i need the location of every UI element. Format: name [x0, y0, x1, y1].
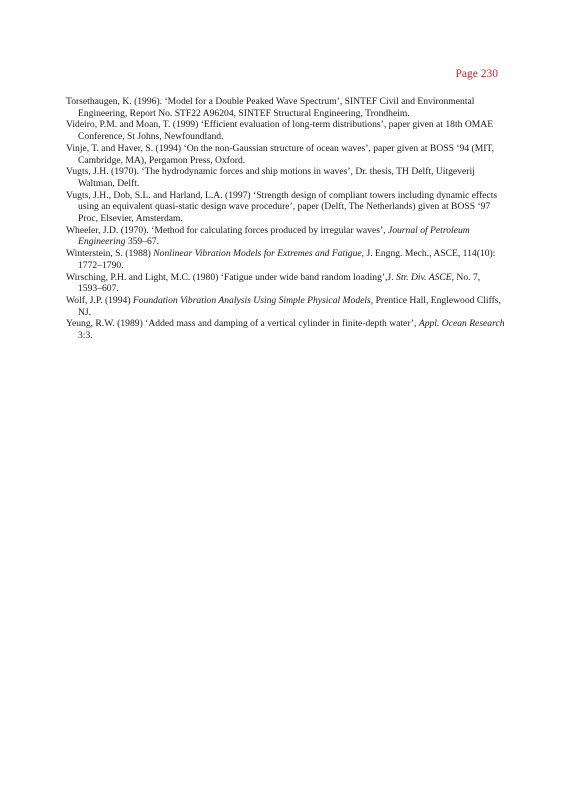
- reference-text: Vinje, T. and Haver, S. (1994) ‘On the non-Gaussian structure of ocean waves’, paper given at BOSS ‘94 (MIT, Cambridge, MA), Pergamon Press, Oxford.: [66, 142, 494, 166]
- reference-entry: [66, 96, 506, 119]
- reference-entry: [66, 248, 506, 271]
- reference-text: Wolf, J.P. (1994): [66, 294, 133, 306]
- reference-text: J. Engng. Mech., ASCE, 114(10): 1772–1790.: [78, 248, 496, 271]
- reference-text: No. 7, 1593–607.: [78, 271, 481, 295]
- reference-italic-text: Appl. Ocean Research: [418, 318, 505, 330]
- reference-text: Yeung, R.W. (1989) ‘Added mass and damping of a vertical cylinder in finite-depth water’,: [66, 318, 419, 330]
- reference-text: Wirsching, P.H. and Light, M.C. (1980) ‘Fatigue under wide band random loading’,J.: [66, 271, 397, 283]
- reference-text: Vugts, J.H., Dob, S.L. and Harland, L.A. (1997) ‘Strength design of compliant towers including dynamic effects using an equivalent quasi-static design wave procedure’, paper (Delft, The Netherlands) given at BOSS ‘97 Proc, Elsevier, Amsterdam.: [66, 189, 498, 225]
- reference-text: Vugts, J.H. (1970). ‘The hydrodynamic forces and ship motions in waves’, Dr. thesis, TH Delft, Uitgeverij Waltman, Delft.: [66, 166, 475, 189]
- reference-entry: [66, 143, 506, 166]
- reference-text: Winterstein, S. (1988): [66, 248, 154, 260]
- reference-italic-text: Nonlinear Vibration Models for Extremes and Fatigue,: [153, 248, 365, 260]
- reference-entry: [66, 272, 506, 295]
- reference-entry: [66, 318, 506, 341]
- reference-text: Wheeler, J.D. (1970). ‘Method for calculating forces produced by irregular waves’,: [66, 224, 388, 236]
- reference-italic-text: Foundation Vibration Analysis Using Simple Physical Models,: [132, 294, 374, 306]
- reference-text: Videiro, P.M. and Moan, T. (1999) ‘Efficient evaluation of long-term distributions’, paper given at 18th OMAE Conference, St Johns, Newfoundland.: [66, 119, 494, 143]
- reference-text: 3:3.: [78, 330, 93, 342]
- reference-entry: [66, 295, 506, 318]
- reference-entry: [66, 166, 506, 189]
- reference-italic-text: Str. Div. ASCE,: [396, 271, 455, 283]
- reference-entry: [66, 225, 506, 248]
- reference-entry: [66, 190, 506, 225]
- reference-text: Torsethaugen, K. (1996). ‘Model for a Double Peaked Wave Spectrum’, SINTEF Civil and Environmental Engineering, Report No. STF22 A96204, SINTEF Structural Engineering, Trondheim.: [66, 96, 475, 119]
- reference-list: [66, 96, 506, 342]
- page-number: Page 230: [455, 68, 498, 80]
- reference-entry: [66, 119, 506, 142]
- reference-text: 359–67.: [125, 236, 160, 248]
- reference-text: Prentice Hall, Englewood Cliffs, NJ.: [78, 294, 501, 318]
- reference-italic-text: Journal of Petroleum Engineering: [78, 224, 470, 248]
